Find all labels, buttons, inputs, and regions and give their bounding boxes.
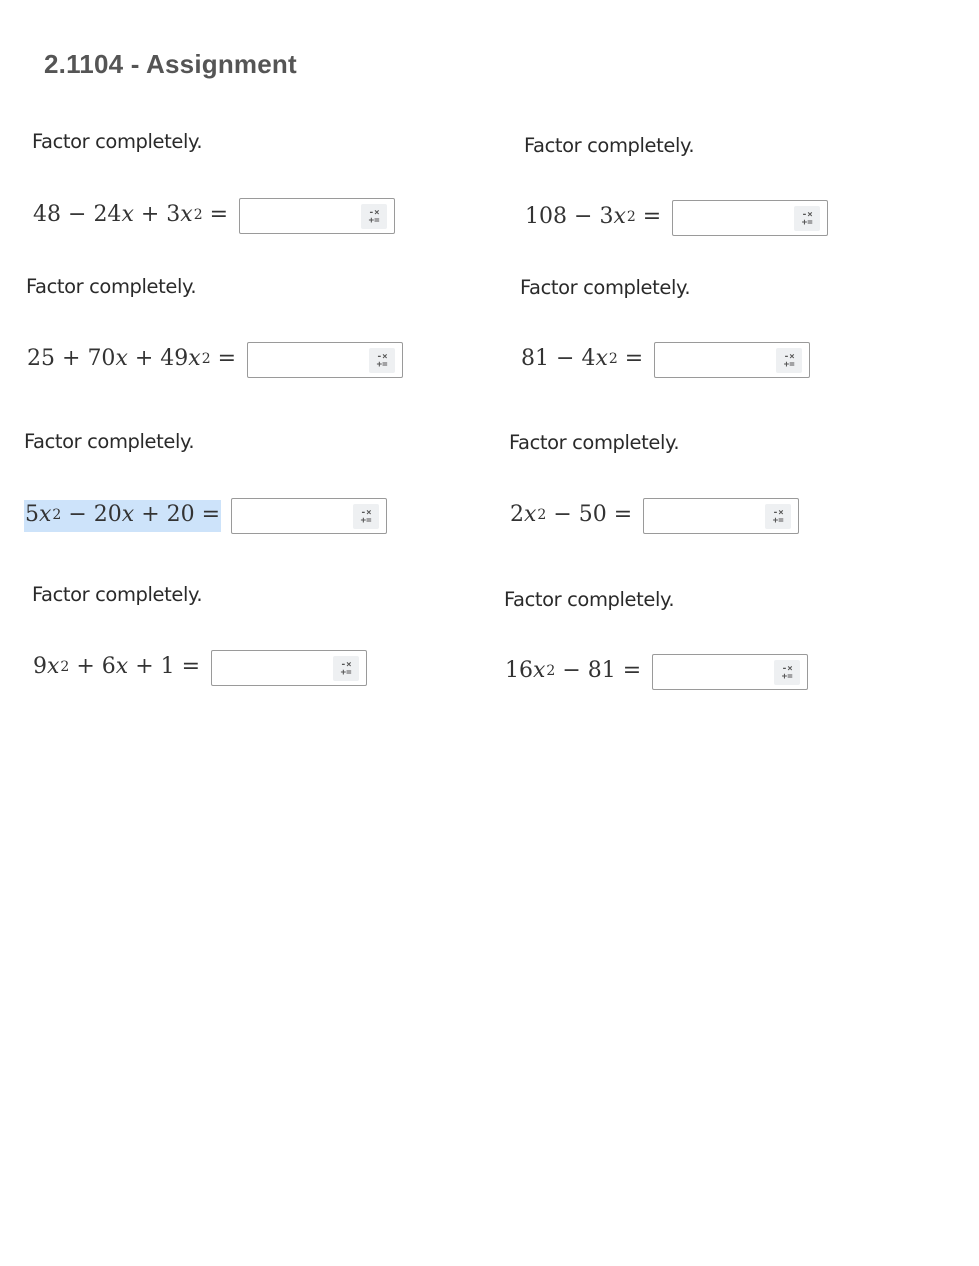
math-palette-glyph-bottom: += bbox=[801, 217, 813, 228]
answer-input[interactable] bbox=[247, 342, 403, 378]
math-term-op: − bbox=[553, 502, 572, 527]
math-term-var: x bbox=[524, 502, 537, 527]
equation-row bbox=[32, 650, 367, 686]
equation-row bbox=[520, 342, 810, 378]
math-term-eq: = bbox=[209, 202, 229, 227]
math-term-var: x bbox=[533, 658, 546, 683]
math-palette-glyph-top: -× bbox=[781, 663, 793, 674]
math-expression bbox=[24, 500, 221, 532]
math-term-num: 9 bbox=[33, 654, 47, 679]
math-term-num: 1 bbox=[160, 654, 175, 679]
math-term-var: x bbox=[115, 654, 129, 679]
math-term-op: − bbox=[562, 658, 581, 683]
math-term-num: 16 bbox=[505, 658, 533, 683]
math-term-op: − bbox=[68, 502, 87, 527]
equation-row bbox=[32, 198, 395, 234]
math-term-var: x bbox=[613, 204, 626, 229]
math-palette-icon[interactable] bbox=[353, 504, 379, 529]
math-term-eq: = bbox=[217, 346, 237, 371]
math-term-var: x bbox=[180, 202, 193, 227]
math-palette-glyph-bottom: += bbox=[772, 515, 784, 526]
math-palette-glyph-bottom: += bbox=[781, 671, 793, 682]
answer-input[interactable] bbox=[231, 498, 387, 534]
math-expression bbox=[32, 652, 201, 684]
problem-prompt: Factor completely. bbox=[504, 588, 675, 611]
math-term-var: x bbox=[121, 502, 135, 527]
math-term-num: 49 bbox=[160, 346, 189, 371]
math-term-op: + bbox=[134, 346, 154, 371]
math-expression bbox=[504, 656, 642, 688]
math-term-sup: 2 bbox=[626, 209, 636, 225]
math-term-op: + bbox=[140, 202, 160, 227]
math-palette-icon[interactable] bbox=[765, 504, 791, 529]
math-term-var: x bbox=[121, 202, 134, 227]
math-expression bbox=[26, 344, 237, 376]
math-palette-icon[interactable] bbox=[794, 206, 820, 231]
equation-row bbox=[26, 342, 403, 378]
math-palette-glyph-top: -× bbox=[376, 351, 388, 362]
problem-prompt: Factor completely. bbox=[32, 130, 203, 153]
problem-prompt: Factor completely. bbox=[32, 583, 203, 606]
math-term-op: − bbox=[68, 202, 87, 227]
math-term-eq: = bbox=[181, 654, 201, 679]
math-term-sup: 2 bbox=[201, 351, 211, 367]
math-palette-glyph-top: -× bbox=[340, 659, 352, 670]
math-palette-icon[interactable] bbox=[776, 348, 802, 373]
math-term-num: 4 bbox=[581, 346, 596, 371]
math-term-num: 5 bbox=[25, 502, 39, 527]
problem-prompt: Factor completely. bbox=[524, 134, 695, 157]
math-palette-glyph-top: -× bbox=[783, 351, 795, 362]
math-palette-glyph-top: -× bbox=[772, 507, 784, 518]
answer-input[interactable] bbox=[211, 650, 367, 686]
math-term-num: 108 bbox=[525, 204, 567, 229]
math-expression bbox=[509, 500, 633, 532]
math-term-var: x bbox=[115, 346, 128, 371]
math-palette-icon[interactable] bbox=[774, 660, 800, 685]
math-palette-icon[interactable] bbox=[369, 348, 395, 373]
equation-row bbox=[524, 200, 828, 236]
math-term-var: x bbox=[188, 346, 201, 371]
answer-input[interactable] bbox=[239, 198, 395, 234]
math-palette-glyph-top: -× bbox=[360, 507, 372, 518]
math-term-num: 81 bbox=[521, 346, 549, 371]
answer-input[interactable] bbox=[654, 342, 810, 378]
math-term-op: − bbox=[556, 346, 575, 371]
math-term-op: + bbox=[76, 654, 95, 679]
math-term-num: 20 bbox=[93, 502, 122, 527]
math-palette-glyph-top: -× bbox=[368, 207, 380, 218]
problem-prompt: Factor completely. bbox=[520, 276, 691, 299]
math-term-sup: 2 bbox=[546, 663, 556, 679]
math-expression bbox=[520, 344, 644, 376]
math-term-sup: 2 bbox=[537, 507, 547, 523]
math-term-var: x bbox=[595, 346, 608, 371]
math-term-num: 20 bbox=[166, 502, 195, 527]
equation-row bbox=[509, 498, 799, 534]
math-term-eq: = bbox=[624, 346, 644, 371]
math-palette-glyph-bottom: += bbox=[360, 515, 372, 526]
math-term-op: + bbox=[141, 502, 160, 527]
math-expression bbox=[524, 202, 662, 234]
answer-input[interactable] bbox=[643, 498, 799, 534]
math-term-sup: 2 bbox=[52, 507, 62, 523]
answer-input[interactable] bbox=[672, 200, 828, 236]
math-term-num: 24 bbox=[93, 202, 122, 227]
math-term-op: + bbox=[62, 346, 81, 371]
math-term-op: − bbox=[574, 204, 593, 229]
math-term-var: x bbox=[39, 502, 52, 527]
math-term-num: 81 bbox=[587, 658, 616, 683]
math-palette-glyph-bottom: += bbox=[376, 359, 388, 370]
math-term-num: 2 bbox=[510, 502, 524, 527]
math-term-eq: = bbox=[613, 502, 633, 527]
math-term-eq: = bbox=[201, 502, 221, 527]
math-term-eq: = bbox=[622, 658, 642, 683]
problem-prompt: Factor completely. bbox=[509, 431, 680, 454]
problem-prompt: Factor completely. bbox=[24, 430, 195, 453]
math-term-num: 6 bbox=[101, 654, 116, 679]
math-term-sup: 2 bbox=[193, 207, 203, 223]
math-term-num: 25 bbox=[27, 346, 55, 371]
math-palette-glyph-bottom: += bbox=[340, 667, 352, 678]
math-term-num: 3 bbox=[599, 204, 614, 229]
math-expression bbox=[32, 200, 229, 232]
math-term-sup: 2 bbox=[608, 351, 618, 367]
math-term-op: + bbox=[135, 654, 154, 679]
math-term-sup: 2 bbox=[60, 659, 70, 675]
page-title: 2.1104 - Assignment bbox=[44, 49, 297, 79]
math-palette-glyph-bottom: += bbox=[783, 359, 795, 370]
math-term-eq: = bbox=[642, 204, 662, 229]
math-term-num: 3 bbox=[166, 202, 181, 227]
equation-row bbox=[24, 498, 387, 534]
math-palette-icon[interactable] bbox=[361, 204, 387, 229]
math-term-var: x bbox=[47, 654, 60, 679]
problem-prompt: Factor completely. bbox=[26, 275, 197, 298]
math-palette-icon[interactable] bbox=[333, 656, 359, 681]
math-term-num: 48 bbox=[33, 202, 61, 227]
math-term-num: 50 bbox=[578, 502, 607, 527]
answer-input[interactable] bbox=[652, 654, 808, 690]
math-term-num: 70 bbox=[87, 346, 116, 371]
math-palette-glyph-bottom: += bbox=[368, 215, 380, 226]
equation-row bbox=[504, 654, 808, 690]
math-palette-glyph-top: -× bbox=[801, 209, 813, 220]
